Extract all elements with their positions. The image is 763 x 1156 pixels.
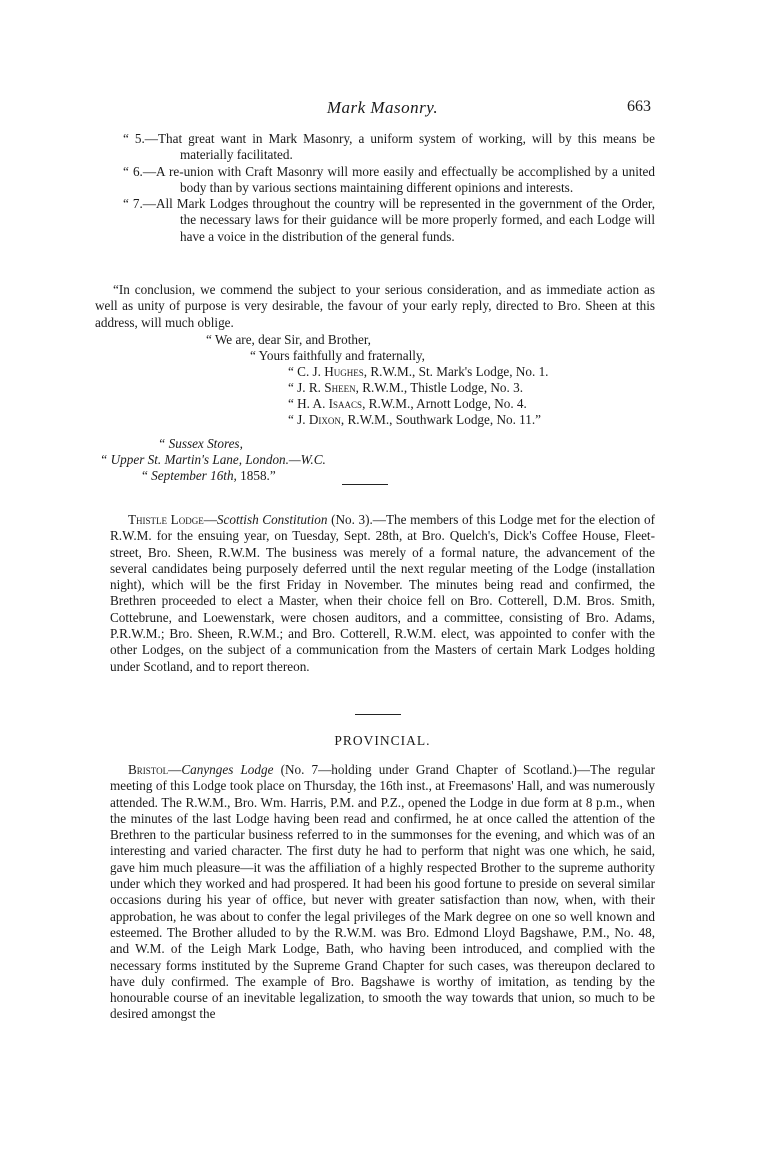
signatory-name: J. R. Sheen [297, 380, 356, 395]
address-line-1: “ Sussex Stores, [158, 436, 243, 451]
provincial-body: (No. 7—holding under Grand Chapter of Scotland.)—The regular meeting of this Lodge took place on Thursday, the 16th inst., at Freemasons' Hall, and was numerously attended. The R.W.M., Bro. Wm. Harris, P.M. and P.Z., opened the Lodge in due form at 8 p.m., when the minutes of the last Lodge having been read and confirmed, he at once called the attention of the Brethren to the particular business referred to in the summonses for the evening, and which was of an interesting and varied character. The first duty he had to perform that night was one which, he said, gave him much pleasure—it was the affiliation of a highly respected Brother to the supreme authority under which they worked and had prospered. It had been his good fortune to preside on several similar occasions during his year of office, but never with greater satisfaction than now, when, with their approbation, he was about to confer the legal privileges of the Mark degree on one so well known and esteemed. The Brother alluded to by the R.W.M. was Bro. Edmond Lloyd Bagshawe, P.M., No. 48, and W.M. of the Leigh Mark Lodge, Bath, who having been introduced, and complied with the necessary forms instituted by the Supreme Grand Chapter for such cases, was thereupon declared to have duly confirmed. The example of Bro. Bagshawe is worthy of imitation, as tending by the honourable course of an inevitable legalization, to smooth the way towards that union, so much to be desired amongst the [110, 762, 656, 1022]
signatory-3 [110, 396, 655, 412]
signatory-prefix: “ [288, 412, 298, 427]
constitution-name: Scottish Constitution [216, 512, 328, 527]
provincial-report [110, 762, 655, 1023]
page-number: 663 [627, 98, 651, 115]
thistle-body: (No. 3).—The members of this Lodge met for the election of R.W.M. for the ensuing year, on Tuesday, Sept. 28th, at Bro. Quelch's, Dick's Coffee House, Fleet-street, Bro. Sheen, R.W.M. The business was merely of a formal nature, the advancement of the several candidates being purposely deferred until the next regular meeting of the Lodge (installation night), which will be the first Friday in November. The minutes being read and confirmed, the Brethren proceeded to elect a Master, when their choice fell on Bro. Cotterell, D.M. Bros. Smith, Cottebrune, and Loewenstark, were chosen auditors, and a committee, consisting of Bro. Adams, P.R.W.M.; Bro. Sheen, R.W.M.; and Bro. Cotterell, R.W.M. elect, was appointed to confer with the other Lodges, on the subject of a communication from the Masters of certain Mark Lodges holding under Scotland, and to report thereon. [110, 512, 655, 674]
circular-closing [100, 332, 655, 484]
signatory-name: C. J. Hughes [297, 364, 364, 379]
thistle-lodge-report [110, 512, 655, 675]
circular-conclusion [95, 282, 655, 331]
signatory-details: , R.W.M., Thistle Lodge, No. 3. [355, 380, 524, 395]
lead-dash: — [168, 762, 182, 777]
section-divider [342, 484, 388, 485]
signatory-prefix: “ [288, 396, 298, 411]
page-header [110, 98, 655, 122]
date-line [110, 468, 655, 484]
lodge-name: Canynges Lodge [181, 762, 274, 777]
signatory-name: H. A. Isaacs [297, 396, 363, 411]
circular-item-7: “ 7.—All Mark Lodges throughout the country will be represented in the government of the Order, the necessary laws for their guidance will be more properly formed, and each Lodge will have a voice in the distribution of the general funds. [123, 196, 655, 244]
conclusion-paragraph: “In conclusion, we commend the subject to your serious consideration, and as immediate action as well as unity of purpose is very desirable, the favour of your early reply, directed to Bro. Sheen at this address, will much oblige. [95, 282, 655, 330]
section-divider [355, 714, 401, 715]
signatory-name: J. Dixon [297, 412, 341, 427]
circular-item-5: “ 5.—That great want in Mark Masonry, a uniform system of working, will by this means be materially facilitated. [123, 131, 655, 163]
signatory-details: , R.W.M., Southwark Lodge, No. 11.” [340, 412, 542, 427]
lead-dash: — [203, 512, 217, 527]
signatory-4 [110, 412, 655, 428]
provincial-paragraph [110, 762, 655, 1023]
date-italic: September 16th, [151, 468, 237, 483]
salutation-line-2: “ Yours faithfully and fraternally, [250, 348, 425, 363]
lodge-name: Thistle Lodge [128, 512, 204, 527]
town-name: Bristol [128, 762, 169, 777]
signatory-prefix: “ [288, 364, 298, 379]
date-year: 1858.” [236, 468, 276, 483]
address-line-2: “ Upper St. Martin's Lane, London.—W.C. [100, 452, 326, 467]
thistle-paragraph [110, 512, 655, 675]
circular-items [110, 131, 655, 245]
date-prefix: “ [142, 468, 152, 483]
salutation-line-1: “ We are, dear Sir, and Brother, [206, 332, 371, 347]
signatory-details: , R.W.M., St. Mark's Lodge, No. 1. [363, 364, 549, 379]
signatory-2 [110, 380, 655, 396]
circular-item-6: “ 6.—A re-union with Craft Masonry will more easily and effectually be accomplished by a united body than by various sections maintaining different opinions and interests. [123, 163, 655, 195]
signatory-prefix: “ [288, 380, 298, 395]
running-title: Mark Masonry. [326, 98, 439, 117]
signatory-1 [110, 364, 655, 380]
signatory-details: , R.W.M., Arnott Lodge, No. 4. [362, 396, 527, 411]
provincial-heading: PROVINCIAL. [334, 733, 431, 748]
